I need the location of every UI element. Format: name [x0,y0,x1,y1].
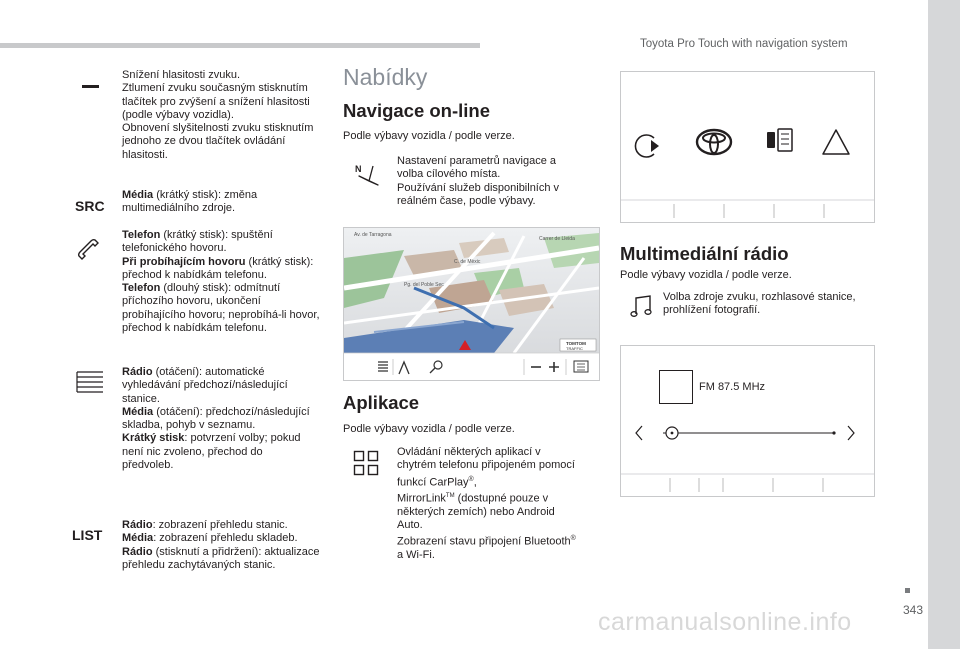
src-description: Média (krátký stisk): změna multimediálního zdroje. [122,189,258,215]
multimedia-radio-description: Volba zdroje zvuku, rozhlasové stanice, prohlížení fotografií. [663,291,856,317]
navigation-arrow-icon [354,162,380,190]
list-description: Rádio: zobrazení přehledu stanic. Média: zobrazení přehledu skladeb. Rádio (stisknutí a přidržení): aktualizace přehledu zachytávaných stanic. [122,519,320,571]
music-note-icon [629,294,653,320]
home-screen-icons [621,72,874,222]
map-street-label: Pg. del Poble Sec [404,282,444,288]
navigation-title: Navigace on-line [343,100,491,121]
phone-devices-icon[interactable] [767,129,792,151]
list-button-label: LIST [72,527,103,543]
navigation-map-screen [343,227,600,381]
rotary-knob-icon [76,370,104,394]
menus-heading: Nabídky [343,64,428,90]
navigation-intro: Podle výbavy vozidla / podle verze. [343,130,515,142]
top-divider-bar [0,43,480,48]
applications-description: Ovládání některých aplikací v chytrém telefonu připojeném pomocí funkcí CarPlay®, MirrorLink™ (dostupné pouze v některých zemích) nebo Android Auto. Zobrazení stavu připojení Bluetooth® a Wi-Fi. [397,446,576,562]
page-marker-dot [905,588,910,593]
apps-grid-icon [353,450,379,476]
applications-title: Aplikace [343,392,420,413]
frequency-slider[interactable] [663,427,836,439]
map-street-label: Carrer de Lleida [539,236,575,242]
map-view [344,228,599,380]
applications-intro: Podle výbavy vozidla / podle verze. [343,423,515,435]
watermark-text: carmanualsonline.info [598,608,852,636]
radio-screen-mock [620,345,875,497]
navigation-description: Nastavení parametrů navigace a volba cílového místa. Používání služeb disponibilních v reálném čase, podle výbavy. [397,155,560,207]
play-icon[interactable] [635,135,659,157]
previous-station-icon[interactable] [636,426,642,440]
map-street-label: Av. de Tarragona [354,232,392,238]
toyota-logo-icon[interactable] [697,130,731,154]
page-number: 343 [903,603,924,617]
home-screen-mock [620,71,875,223]
map-street-label: C. de Mèxic [454,259,481,265]
src-button-label: SRC [75,198,105,214]
navigation-triangle-icon[interactable] [823,130,849,154]
station-frequency-label: FM 87.5 MHz [699,381,766,393]
knob-description: Rádio (otáčení): automatické vyhledávání předchozí/následující stanice. Média (otáčení): předchozí/následující skladba, pohyb v seznamu. Krátký stisk: potvrzení volby; pokud není nic zvoleno, přechod do předvoleb. [122,366,310,472]
volume-description: Snížení hlasitosti zvuku. Ztlumení zvuku současným stisknutím tlačítek pro zvýšení a snížení hlasitosti (podle výbavy vozidla). Obnovení slyšitelnosti zvuku stisknutím jednoho ze dvou tlačítek ovládání hlasitosti. [122,69,314,161]
tomtom-logo-text: TOMTOM [566,341,586,346]
svg-text:N: N [355,164,362,174]
next-station-icon[interactable] [848,426,854,440]
multimedia-radio-intro: Podle výbavy vozidla / podle verze. [620,269,792,281]
volume-minus-icon [82,85,99,88]
page-header-title: Toyota Pro Touch with navigation system [640,38,848,50]
multimedia-radio-title: Multimediální rádio [620,243,789,264]
phone-icon [76,237,102,263]
radio-controls [621,346,874,496]
page-side-strip [928,0,960,649]
phone-description: Telefon (krátký stisk): spuštění telefonického hovoru. Při probíhajícím hovoru (krátký stisk): přechod k nabídkám telefonu. Telefon (dlouhý stisk): odmítnutí příchozího hovoru, ukončení probíhajícího hovoru; neprobíhá-li hovor, přechod k nabídkám telefonu. [122,229,320,335]
traffic-logo-text: TRAFFIC [566,346,583,351]
